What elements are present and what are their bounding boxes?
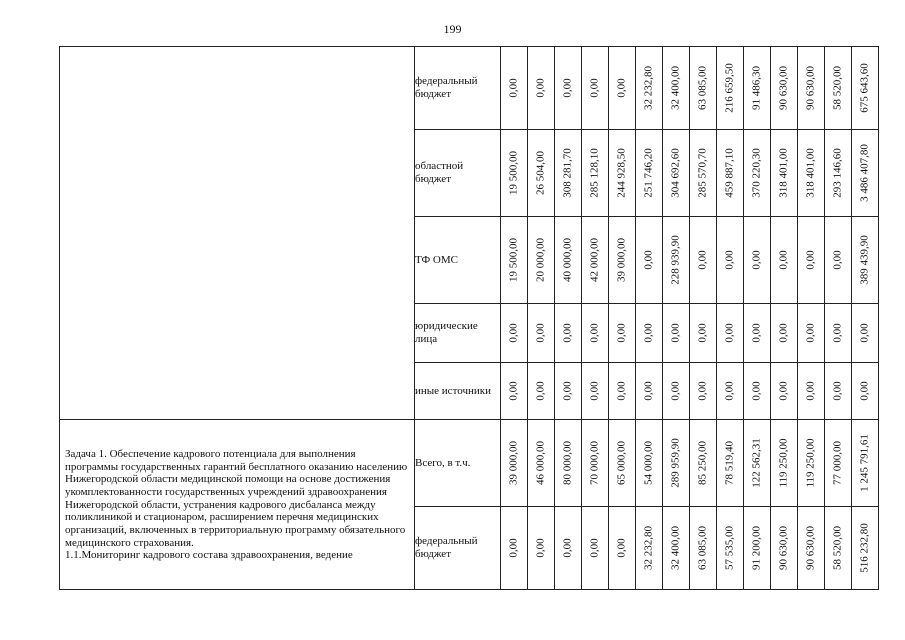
value-cell: [609, 304, 636, 363]
cell-value: 63 085,00: [696, 526, 709, 570]
value-cell: [582, 363, 609, 420]
cell-value: 370 220,30: [750, 148, 763, 198]
cell-value: 0,00: [696, 323, 709, 343]
cell-value: 0,00: [858, 323, 871, 343]
value-cell: [501, 217, 528, 304]
cell-value: 251 746,20: [642, 148, 655, 198]
value-cell: [609, 217, 636, 304]
value-cell: [528, 420, 555, 507]
cell-value: 285 570,70: [696, 148, 709, 198]
value-cell: [555, 507, 582, 590]
value-cell: [609, 363, 636, 420]
cell-value: 0,00: [777, 381, 790, 401]
value-cell: [501, 130, 528, 217]
cell-value: 77 000,00: [831, 441, 844, 485]
value-cell: [609, 507, 636, 590]
value-cell: [555, 304, 582, 363]
cell-value: 78 519,40: [723, 441, 736, 485]
value-cell: [501, 507, 528, 590]
cell-value: 0,00: [588, 381, 601, 401]
value-cell: [582, 507, 609, 590]
value-cell: [771, 420, 798, 507]
value-cell: [825, 363, 852, 420]
funding-source-label: федеральный бюджет: [415, 47, 501, 130]
cell-value: 65 000,00: [615, 441, 628, 485]
cell-value: 54 000,00: [642, 441, 655, 485]
value-cell: [636, 217, 663, 304]
cell-value: 0,00: [615, 323, 628, 343]
cell-value: 0,00: [507, 381, 520, 401]
value-cell: [663, 47, 690, 130]
cell-value: 20 000,00: [534, 238, 547, 282]
value-cell: [852, 304, 879, 363]
cell-value: 32 400,00: [669, 526, 682, 570]
cell-value: 0,00: [669, 323, 682, 343]
cell-value: 19 500,00: [507, 151, 520, 195]
value-cell: [555, 47, 582, 130]
cell-value: 90 630,00: [777, 526, 790, 570]
value-cell: [744, 130, 771, 217]
cell-value: 0,00: [561, 538, 574, 558]
cell-value: 0,00: [642, 381, 655, 401]
value-cell: [636, 47, 663, 130]
cell-value: 0,00: [507, 323, 520, 343]
cell-value: 0,00: [669, 381, 682, 401]
cell-value: 90 630,00: [804, 526, 817, 570]
cell-value: 122 562,31: [750, 438, 763, 488]
cell-value: 0,00: [534, 538, 547, 558]
value-cell: [744, 217, 771, 304]
cell-value: 119 250,00: [804, 438, 817, 488]
value-cell: [852, 47, 879, 130]
cell-value: 85 250,00: [696, 441, 709, 485]
cell-value: 32 400,00: [669, 66, 682, 110]
cell-value: 0,00: [588, 323, 601, 343]
value-cell: [852, 130, 879, 217]
value-cell: [798, 130, 825, 217]
cell-value: 0,00: [804, 323, 817, 343]
value-cell: [501, 363, 528, 420]
value-cell: [555, 130, 582, 217]
cell-value: 0,00: [723, 323, 736, 343]
cell-value: 459 887,10: [723, 148, 736, 198]
value-cell: [663, 130, 690, 217]
funding-source-label: Всего, в т.ч.: [415, 420, 501, 507]
value-cell: [690, 130, 717, 217]
cell-value: 0,00: [777, 250, 790, 270]
value-cell: [663, 363, 690, 420]
empty-description-cell: [60, 47, 415, 420]
value-cell: [798, 304, 825, 363]
table-row: [60, 420, 879, 507]
cell-value: 389 439,90: [858, 235, 871, 285]
cell-value: 0,00: [561, 381, 574, 401]
value-cell: [744, 420, 771, 507]
cell-value: 40 000,00: [561, 238, 574, 282]
cell-value: 0,00: [831, 250, 844, 270]
cell-value: 26 504,00: [534, 151, 547, 195]
value-cell: [690, 217, 717, 304]
value-cell: [798, 47, 825, 130]
value-cell: [636, 130, 663, 217]
cell-value: 42 000,00: [588, 238, 601, 282]
cell-value: 675 643,60: [858, 63, 871, 113]
value-cell: [771, 130, 798, 217]
value-cell: [798, 420, 825, 507]
value-cell: [717, 47, 744, 130]
cell-value: 289 959,90: [669, 438, 682, 488]
value-cell: [690, 507, 717, 590]
value-cell: [690, 420, 717, 507]
value-cell: [663, 304, 690, 363]
funding-source-label: федеральный бюджет: [415, 507, 501, 590]
value-cell: [528, 217, 555, 304]
cell-value: 19 500,00: [507, 238, 520, 282]
task-description: Задача 1. Обеспечение кадрового потенциала для выполнения программы государственных гарантий бесплатного оказанию населению Нижегородской области медицинской помощи на основе достижения укомплектованности государственных учреждений здравоохранения Нижегородской области, устранения кадрового дисбаланса между поликлиникой и стационаром, расширением перечня медицинских организаций, включенных в территориальную программу обязательного медицинского страхования.: [65, 447, 408, 549]
value-cell: [771, 507, 798, 590]
value-cell: [555, 363, 582, 420]
cell-value: 57 535,00: [723, 526, 736, 570]
value-cell: [717, 507, 744, 590]
funding-source-label: юридические лица: [415, 304, 501, 363]
cell-value: 70 000,00: [588, 441, 601, 485]
cell-value: 91 200,00: [750, 526, 763, 570]
value-cell: [744, 363, 771, 420]
page-number: 199: [443, 22, 462, 36]
value-cell: [771, 304, 798, 363]
value-cell: [582, 47, 609, 130]
value-cell: [663, 507, 690, 590]
cell-value: 0,00: [588, 538, 601, 558]
cell-value: 308 281,70: [561, 148, 574, 198]
cell-value: 0,00: [831, 381, 844, 401]
value-cell: [825, 130, 852, 217]
cell-value: 0,00: [750, 250, 763, 270]
cell-value: 0,00: [723, 381, 736, 401]
cell-value: 0,00: [534, 323, 547, 343]
value-cell: [528, 304, 555, 363]
value-cell: [582, 420, 609, 507]
cell-value: 516 232,80: [858, 523, 871, 573]
cell-value: 216 659,50: [723, 63, 736, 113]
subtask-description: 1.1.Мониторинг кадрового состава здравоохранения, ведение: [65, 549, 353, 562]
value-cell: [690, 304, 717, 363]
cell-value: 0,00: [723, 250, 736, 270]
value-cell: [636, 363, 663, 420]
value-cell: [717, 217, 744, 304]
cell-value: 46 000,00: [534, 441, 547, 485]
task-description-cell: [60, 420, 415, 590]
value-cell: [717, 304, 744, 363]
cell-value: 119 250,00: [777, 438, 790, 488]
value-cell: [555, 420, 582, 507]
cell-value: 63 085,00: [696, 66, 709, 110]
value-cell: [582, 217, 609, 304]
cell-value: 0,00: [615, 538, 628, 558]
cell-value: 0,00: [534, 78, 547, 98]
value-cell: [555, 217, 582, 304]
value-cell: [582, 130, 609, 217]
value-cell: [798, 363, 825, 420]
cell-value: 0,00: [615, 78, 628, 98]
value-cell: [825, 507, 852, 590]
cell-value: 0,00: [696, 381, 709, 401]
cell-value: 0,00: [696, 250, 709, 270]
cell-value: 293 146,60: [831, 148, 844, 198]
value-cell: [690, 47, 717, 130]
cell-value: 39 000,00: [507, 441, 520, 485]
cell-value: 90 630,00: [804, 66, 817, 110]
cell-value: 0,00: [831, 323, 844, 343]
value-cell: [798, 217, 825, 304]
funding-source-label: областной бюджет: [415, 130, 501, 217]
value-cell: [744, 304, 771, 363]
cell-value: 91 486,30: [750, 66, 763, 110]
cell-value: 0,00: [534, 381, 547, 401]
value-cell: [528, 47, 555, 130]
cell-value: 0,00: [804, 381, 817, 401]
cell-value: 285 128,10: [588, 148, 601, 198]
value-cell: [636, 507, 663, 590]
cell-value: 0,00: [777, 323, 790, 343]
value-cell: [852, 217, 879, 304]
cell-value: 80 000,00: [561, 441, 574, 485]
value-cell: [663, 217, 690, 304]
cell-value: 90 630,00: [777, 66, 790, 110]
value-cell: [717, 420, 744, 507]
value-cell: [798, 507, 825, 590]
cell-value: 318 401,00: [777, 148, 790, 198]
cell-value: 228 939,90: [669, 235, 682, 285]
cell-value: 244 928,50: [615, 148, 628, 198]
value-cell: [690, 363, 717, 420]
value-cell: [771, 47, 798, 130]
cell-value: 1 245 791,61: [858, 434, 871, 492]
value-cell: [717, 363, 744, 420]
value-cell: [744, 507, 771, 590]
cell-value: 0,00: [750, 381, 763, 401]
cell-value: 32 232,80: [642, 66, 655, 110]
value-cell: [852, 507, 879, 590]
value-cell: [636, 304, 663, 363]
funding-source-label: иные источники: [415, 363, 501, 420]
cell-value: 58 520,00: [831, 526, 844, 570]
cell-value: 32 232,80: [642, 526, 655, 570]
value-cell: [771, 363, 798, 420]
value-cell: [609, 420, 636, 507]
value-cell: [852, 420, 879, 507]
value-cell: [609, 130, 636, 217]
cell-value: 0,00: [507, 538, 520, 558]
cell-value: 3 486 407,80: [858, 144, 871, 202]
value-cell: [636, 420, 663, 507]
value-cell: [825, 47, 852, 130]
table-row: [60, 47, 879, 130]
value-cell: [582, 304, 609, 363]
cell-value: 318 401,00: [804, 148, 817, 198]
value-cell: [501, 420, 528, 507]
value-cell: [609, 47, 636, 130]
cell-value: 0,00: [588, 78, 601, 98]
cell-value: 39 000,00: [615, 238, 628, 282]
value-cell: [825, 304, 852, 363]
cell-value: 0,00: [561, 323, 574, 343]
cell-value: 0,00: [804, 250, 817, 270]
funding-source-label: ТФ ОМС: [415, 217, 501, 304]
cell-value: 0,00: [750, 323, 763, 343]
cell-value: 0,00: [615, 381, 628, 401]
value-cell: [501, 304, 528, 363]
budget-table: [59, 46, 879, 590]
cell-value: 0,00: [642, 323, 655, 343]
cell-value: 0,00: [858, 381, 871, 401]
value-cell: [825, 217, 852, 304]
cell-value: 0,00: [642, 250, 655, 270]
value-cell: [528, 507, 555, 590]
value-cell: [528, 363, 555, 420]
value-cell: [501, 47, 528, 130]
value-cell: [528, 130, 555, 217]
value-cell: [717, 130, 744, 217]
cell-value: 58 520,00: [831, 66, 844, 110]
value-cell: [771, 217, 798, 304]
cell-value: 0,00: [507, 78, 520, 98]
value-cell: [663, 420, 690, 507]
value-cell: [852, 363, 879, 420]
value-cell: [825, 420, 852, 507]
cell-value: 304 692,60: [669, 148, 682, 198]
cell-value: 0,00: [561, 78, 574, 98]
value-cell: [744, 47, 771, 130]
